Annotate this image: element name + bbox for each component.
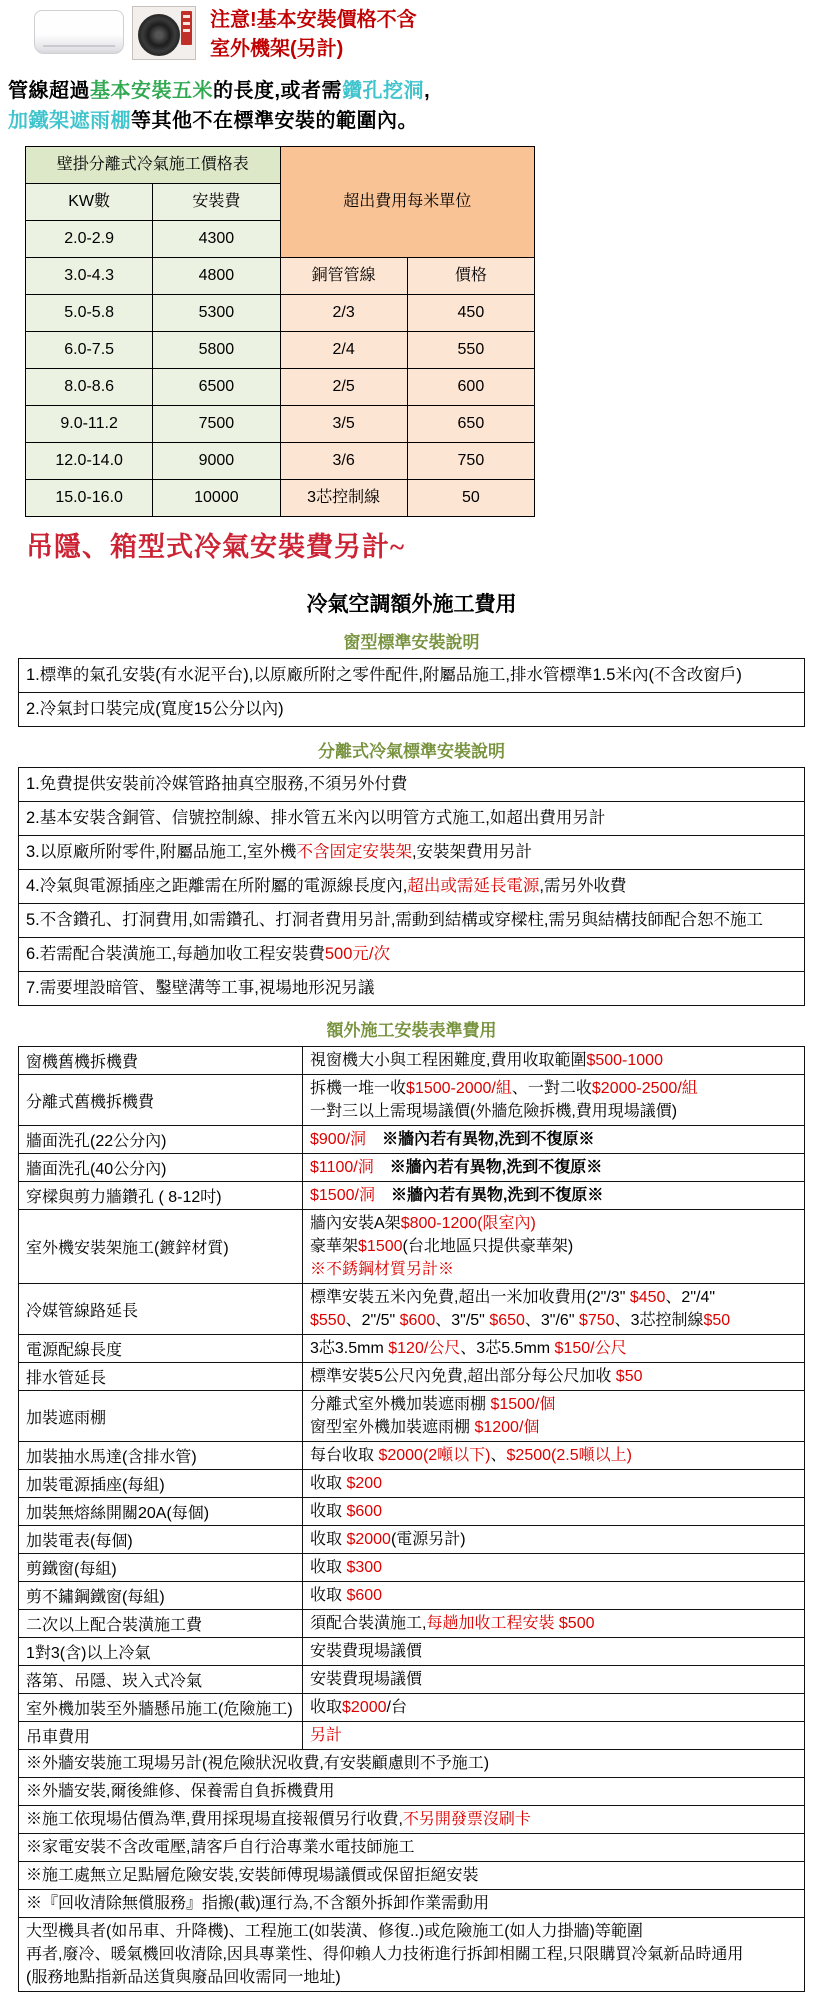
text-segment: $1100/洞 xyxy=(310,1159,374,1176)
text-segment: $2000 xyxy=(342,1699,387,1716)
text-segment: 加鐵架遮雨棚 xyxy=(8,110,131,132)
price-table-title: 壁掛分離式冷氣施工價格表 xyxy=(26,147,281,184)
text-segment: $2000(2噸以下) xyxy=(378,1447,491,1464)
table-row xyxy=(19,1918,805,1992)
table-row xyxy=(19,1750,805,1778)
text-segment: 的長度,或者需 xyxy=(213,80,343,102)
text-segment: 6.若需配合裝潢施工,每趟加收工程安裝費 xyxy=(26,945,325,963)
fee-line xyxy=(310,1528,797,1551)
text-segment: 等其他不在標準安裝的範圍內。 xyxy=(131,110,418,132)
text-segment: $450 xyxy=(629,1289,666,1306)
text-segment: $2000-2500/組 xyxy=(591,1080,698,1097)
text-segment: 2.冷氣封口裝完成(寬度15公分以內) xyxy=(26,700,284,718)
price-cell: 650 xyxy=(407,406,534,443)
indoor-ac-unit-image xyxy=(34,10,124,54)
table-row xyxy=(19,1182,805,1210)
fee-label-cell: 排水管延長 xyxy=(19,1363,303,1391)
table-row xyxy=(19,1363,805,1391)
fee-label-cell: 加裝無熔絲開關20A(每個) xyxy=(19,1498,303,1526)
fee-content-cell xyxy=(303,1442,805,1470)
text-segment: ,需另外收費 xyxy=(539,877,627,895)
intro-paragraph xyxy=(8,76,823,136)
text-segment: $50 xyxy=(615,1368,643,1385)
kw-cell: 15.0-16.0 xyxy=(26,480,153,517)
fee-label-cell: 吊車費用 xyxy=(19,1722,303,1750)
intro-line-2 xyxy=(8,106,823,136)
fee-line xyxy=(310,1156,797,1179)
kw-cell: 8.0-8.6 xyxy=(26,369,153,406)
column-header: 安裝費 xyxy=(153,184,280,221)
column-header: KW數 xyxy=(26,184,153,221)
text-segment: $750 xyxy=(578,1312,615,1329)
table-row xyxy=(19,1391,805,1442)
text-segment: ※牆內若有異物,洗到不復原※ xyxy=(382,1131,595,1148)
text-segment: 須配合裝潢施工, xyxy=(310,1615,427,1632)
intro-line-1 xyxy=(8,76,823,106)
text-segment: 超出或需延長電源 xyxy=(407,877,540,895)
fee-label-cell: 冷媒管線路延長 xyxy=(19,1284,303,1335)
fee-content-cell xyxy=(303,1526,805,1554)
table-row xyxy=(26,406,535,443)
note-line xyxy=(26,1864,797,1887)
table-row xyxy=(26,295,535,332)
table-row xyxy=(26,332,535,369)
fee-content-cell xyxy=(303,1335,805,1363)
rule-cell xyxy=(19,659,805,693)
ceiling-box-type-note: 吊隱、箱型式冷氣安裝費另計~ xyxy=(26,532,406,562)
text-segment: 、3"/5" xyxy=(435,1312,490,1329)
fee-label-cell: 加裝抽水馬達(含排水管) xyxy=(19,1442,303,1470)
pipe-cell: 2/3 xyxy=(280,295,407,332)
note-cell xyxy=(19,1778,805,1806)
text-segment: $800-1200(限室內) xyxy=(400,1215,536,1232)
fee-label-cell: 二次以上配合裝潢施工費 xyxy=(19,1610,303,1638)
pipe-cell: 3/5 xyxy=(280,406,407,443)
fee-line xyxy=(310,1696,797,1719)
text-segment: $150/公尺 xyxy=(554,1340,627,1357)
table-row xyxy=(19,1582,805,1610)
text-segment: 1.標準的氣孔安裝(有水泥平台),以原廠所附之零件配件,附屬品施工,排水管標準1.5米內(不含改窗戶) xyxy=(26,666,742,684)
table-row xyxy=(19,1554,805,1582)
fee-line xyxy=(310,1472,797,1495)
text-segment: ※牆內若有異物,洗到不復原※ xyxy=(390,1187,604,1204)
kw-cell: 5.0-5.8 xyxy=(26,295,153,332)
top-banner xyxy=(34,6,823,64)
price-cell: 750 xyxy=(407,443,534,480)
text-segment: $200 xyxy=(346,1475,383,1492)
table-row xyxy=(19,693,805,727)
text-segment: $1500/洞 xyxy=(310,1187,375,1204)
text-segment: 收取 xyxy=(310,1559,347,1576)
table-row xyxy=(19,1834,805,1862)
note-cell xyxy=(19,1750,805,1778)
rule-cell xyxy=(19,870,805,904)
text-segment: $900/洞 xyxy=(310,1131,367,1148)
footer-line xyxy=(26,1943,797,1966)
text-segment: 鑽孔挖洞 xyxy=(342,80,425,102)
text-segment: ※家電安裝不含改電壓,請客戶自行洽專業水電技師施工 xyxy=(26,1839,415,1856)
fee-content-cell xyxy=(303,1554,805,1582)
fee-label-cell: 穿樑與剪力牆鑽孔 ( 8-12吋) xyxy=(19,1182,303,1210)
fee-label-cell: 窗機舊機拆機費 xyxy=(19,1047,303,1075)
text-segment: 7.需要埋設暗管、鑿壁溝等工事,視場地形況另議 xyxy=(26,979,375,997)
text-segment xyxy=(366,1131,382,1148)
note-line xyxy=(26,1808,797,1831)
page-title: 冷氣空調額外施工費用 xyxy=(306,593,517,616)
table-row xyxy=(19,1890,805,1918)
fee-cell: 10000 xyxy=(153,480,280,517)
text-segment: $1500/個 xyxy=(490,1396,556,1413)
text-segment: 3.以原廠所附零件,附屬品施工,室外機 xyxy=(26,843,297,861)
text-segment: ,安裝架費用另計 xyxy=(411,843,533,861)
window-type-heading: 窗型標準安裝說明 xyxy=(343,633,480,652)
fee-content-cell xyxy=(303,1638,805,1666)
window-type-rules-table xyxy=(18,658,805,727)
fee-label-cell: 剪鐵窗(每組) xyxy=(19,1554,303,1582)
fee-line xyxy=(310,1393,797,1416)
fee-line xyxy=(310,1584,797,1607)
fee-cell: 5800 xyxy=(153,332,280,369)
price-cell: 價格 xyxy=(407,258,534,295)
fee-line xyxy=(310,1100,797,1123)
kw-cell: 12.0-14.0 xyxy=(26,443,153,480)
text-segment: 豪華架 xyxy=(310,1238,359,1255)
table-row xyxy=(19,659,805,693)
table-row xyxy=(19,870,805,904)
fan-icon xyxy=(138,14,180,56)
text-segment: 不另開發票沒刷卡 xyxy=(402,1811,531,1828)
text-segment: ※施工依現場估價為準,費用採現場直接報價另行收費, xyxy=(26,1811,403,1828)
text-segment: 、 xyxy=(490,1447,507,1464)
table-row xyxy=(19,1666,805,1694)
outdoor-unit-label-strip xyxy=(181,11,192,45)
text-segment: 、2"/4" xyxy=(665,1289,716,1306)
text-segment: 4.冷氣與電源插座之距離需在所附屬的電源線長度內, xyxy=(26,877,408,895)
table-row xyxy=(19,1284,805,1335)
fee-line xyxy=(310,1309,797,1332)
fee-line xyxy=(310,1049,797,1072)
text-segment: 每趟加收工程安裝 $500 xyxy=(426,1615,595,1632)
fee-line xyxy=(310,1556,797,1579)
text-segment: 收取 xyxy=(310,1587,347,1604)
text-segment: $650 xyxy=(489,1312,525,1329)
text-segment: 再者,廢冷、暖氣機回收清除,因具專業性、得仰賴人力技術進行拆卸相關工程,只限購買冷氣新品時通用 xyxy=(26,1946,744,1963)
fee-line xyxy=(310,1235,797,1258)
fee-label-cell: 加裝電源插座(每組) xyxy=(19,1470,303,1498)
fee-label-cell: 電源配線長度 xyxy=(19,1335,303,1363)
split-type-rules-table xyxy=(18,767,805,1006)
fee-label-cell: 牆面洗孔(40公分內) xyxy=(19,1154,303,1182)
fee-content-cell xyxy=(303,1126,805,1154)
fee-content-cell xyxy=(303,1722,805,1750)
fee-line xyxy=(310,1444,797,1467)
table-row xyxy=(19,972,805,1006)
text-segment: $600 xyxy=(346,1503,383,1520)
text-segment: (電源另計) xyxy=(390,1531,466,1548)
text-segment: $1200/個 xyxy=(474,1419,540,1436)
text-segment: 收取 xyxy=(310,1475,347,1492)
text-segment: $1500 xyxy=(358,1238,403,1255)
fee-content-cell xyxy=(303,1210,805,1284)
table-row xyxy=(19,1335,805,1363)
footer-line xyxy=(26,1920,797,1943)
text-segment: $300 xyxy=(346,1559,383,1576)
text-segment: 分離式室外機加裝遮雨棚 xyxy=(310,1396,491,1413)
table-row xyxy=(19,1862,805,1890)
text-segment: /台 xyxy=(386,1699,407,1716)
fee-line xyxy=(310,1668,797,1691)
text-segment: 窗型室外機加裝遮雨棚 xyxy=(310,1419,475,1436)
note-cell xyxy=(19,1890,805,1918)
text-segment: 視窗機大小與工程困難度,費用收取範圍 xyxy=(310,1052,587,1069)
table-row xyxy=(19,938,805,972)
rule-cell xyxy=(19,836,805,870)
table-row xyxy=(19,802,805,836)
rule-cell xyxy=(19,904,805,938)
kw-cell: 9.0-11.2 xyxy=(26,406,153,443)
fee-content-cell xyxy=(303,1284,805,1335)
text-segment: 大型機具者(如吊車、升降機)、工程施工(如裝潢、修復..)或危險施工(如人力掛牆)等範圍 xyxy=(26,1923,643,1940)
text-segment: ※『回收清除無償服務』指搬(載)運行為,不含額外拆卸作業需動用 xyxy=(26,1895,490,1912)
rule-cell xyxy=(19,693,805,727)
fee-cell: 4800 xyxy=(153,258,280,295)
table-row xyxy=(19,1722,805,1750)
rule-cell xyxy=(19,802,805,836)
text-segment: ※外牆安裝施工現場另計(視危險狀況收費,有安裝顧慮則不予施工) xyxy=(26,1755,490,1772)
notice-line-1: 注意!基本安裝價格不含 xyxy=(210,9,417,31)
text-segment: (服務地點指新品送貨與廢品回收需同一地址) xyxy=(26,1969,341,1986)
table-row xyxy=(19,1154,805,1182)
text-segment: ※施工處無立足點層危險安裝,安裝師傅現場議價或保留拒絕安裝 xyxy=(26,1867,479,1884)
note-line xyxy=(26,1892,797,1915)
split-type-heading: 分離式冷氣標準安裝說明 xyxy=(318,742,505,761)
table-row xyxy=(19,1075,805,1126)
fee-label-cell: 落第、吊隱、崁入式冷氣 xyxy=(19,1666,303,1694)
text-segment: 另計 xyxy=(310,1727,343,1744)
text-segment: ※外牆安裝,爾後維修、保養需自負拆機費用 xyxy=(26,1783,335,1800)
text-segment: ※牆內若有異物,洗到不復原※ xyxy=(389,1159,603,1176)
note-cell xyxy=(19,1834,805,1862)
table-row xyxy=(19,1638,805,1666)
text-segment xyxy=(374,1159,390,1176)
table-row xyxy=(19,1806,805,1834)
text-segment: $120/公尺 xyxy=(388,1340,461,1357)
pipe-cell: 3/6 xyxy=(280,443,407,480)
text-segment: 一對三以上需現場議價(外牆危險拆機,費用現場議價) xyxy=(310,1103,678,1120)
fee-line xyxy=(310,1212,797,1235)
text-segment: $2000 xyxy=(346,1531,391,1548)
text-segment: $2500(2.5噸以上) xyxy=(506,1447,632,1464)
pipe-cell: 3芯控制線 xyxy=(280,480,407,517)
fee-content-cell xyxy=(303,1694,805,1722)
text-segment: 500元/次 xyxy=(324,945,390,963)
text-segment: 標準安裝五米內免費,超出一米加收費用(2"/3" xyxy=(310,1289,630,1306)
fee-cell: 5300 xyxy=(153,295,280,332)
text-segment: 、3"/6" xyxy=(524,1312,579,1329)
fee-line xyxy=(310,1128,797,1151)
price-cell: 550 xyxy=(407,332,534,369)
fee-content-cell xyxy=(303,1391,805,1442)
note-line xyxy=(26,1836,797,1859)
note-cell xyxy=(19,1862,805,1890)
text-segment: 每台收取 xyxy=(310,1447,379,1464)
table-row xyxy=(19,1047,805,1075)
note-cell xyxy=(19,1806,805,1834)
fee-cell: 7500 xyxy=(153,406,280,443)
fee-line xyxy=(310,1612,797,1635)
text-segment: 收取 xyxy=(310,1531,347,1548)
text-segment: (台北地區只提供豪華架) xyxy=(402,1238,574,1255)
fee-label-cell: 加裝遮雨棚 xyxy=(19,1391,303,1442)
fee-content-cell xyxy=(303,1666,805,1694)
fee-line xyxy=(310,1337,797,1360)
table-row xyxy=(26,480,535,517)
pipe-cell: 2/5 xyxy=(280,369,407,406)
text-segment: 、一對二收 xyxy=(511,1080,592,1097)
extra-fees-heading: 額外施工安裝表準費用 xyxy=(326,1021,497,1040)
fee-line xyxy=(310,1365,797,1388)
fee-content-cell xyxy=(303,1363,805,1391)
notice-line-2: 室外機架(另計) xyxy=(210,38,344,60)
kw-cell: 2.0-2.9 xyxy=(26,221,153,258)
excess-fee-header: 超出費用每米單位 xyxy=(280,147,535,258)
pipe-cell: 銅管管線 xyxy=(280,258,407,295)
text-segment: $600 xyxy=(346,1587,383,1604)
outdoor-ac-unit-image xyxy=(132,6,196,60)
install-fee-flyer xyxy=(0,6,823,1986)
table-row xyxy=(19,1210,805,1284)
rule-cell xyxy=(19,938,805,972)
fee-line xyxy=(310,1077,797,1100)
table-row xyxy=(26,443,535,480)
pipe-cell: 2/4 xyxy=(280,332,407,369)
text-segment: 基本安裝五米 xyxy=(90,80,213,102)
table-row xyxy=(19,1442,805,1470)
fee-line xyxy=(310,1286,797,1309)
table-row xyxy=(26,258,535,295)
text-segment: 標準安裝5公尺內免費,超出部分每公尺加收 xyxy=(310,1368,616,1385)
text-segment: 牆內安裝A架 xyxy=(310,1215,401,1232)
fee-label-cell: 分離式舊機拆機費 xyxy=(19,1075,303,1126)
price-cell: 600 xyxy=(407,369,534,406)
table-row xyxy=(26,369,535,406)
fee-content-cell xyxy=(303,1047,805,1075)
text-segment: ※不銹鋼材質另計※ xyxy=(310,1261,455,1278)
table-row xyxy=(19,836,805,870)
price-cell: 50 xyxy=(407,480,534,517)
fee-content-cell xyxy=(303,1182,805,1210)
fee-content-cell xyxy=(303,1610,805,1638)
text-segment: 收取 xyxy=(310,1699,343,1716)
footer-cell xyxy=(19,1918,805,1992)
table-row xyxy=(19,1526,805,1554)
table-row xyxy=(26,147,535,184)
text-segment: 1.免費提供安裝前冷媒管路抽真空服務,不須另外付費 xyxy=(26,775,408,793)
table-row xyxy=(19,1778,805,1806)
text-segment: 不含固定安裝架 xyxy=(296,843,412,861)
text-segment: $550 xyxy=(310,1312,346,1329)
fee-content-cell xyxy=(303,1470,805,1498)
extra-fees-table xyxy=(18,1046,805,1992)
fee-label-cell: 加裝電表(每個) xyxy=(19,1526,303,1554)
fee-line xyxy=(310,1184,797,1207)
text-segment: 管線超過 xyxy=(8,80,90,102)
fee-content-cell xyxy=(303,1075,805,1126)
kw-cell: 3.0-4.3 xyxy=(26,258,153,295)
text-segment: $500-1000 xyxy=(586,1052,663,1069)
price-cell: 450 xyxy=(407,295,534,332)
fee-label-cell: 1對3(含)以上冷氣 xyxy=(19,1638,303,1666)
rule-cell xyxy=(19,768,805,802)
table-row xyxy=(19,1470,805,1498)
fee-label-cell: 室外機安裝架施工(鍍鋅材質) xyxy=(19,1210,303,1284)
text-segment xyxy=(375,1187,391,1204)
text-segment: 拆機一堆一收 xyxy=(310,1080,407,1097)
wall-split-price-table xyxy=(25,146,535,517)
fee-line xyxy=(310,1416,797,1439)
fee-cell: 9000 xyxy=(153,443,280,480)
kw-cell: 6.0-7.5 xyxy=(26,332,153,369)
text-segment: 2.基本安裝含銅管、信號控制線、排水管五米內以明管方式施工,如超出費用另計 xyxy=(26,809,606,827)
note-line xyxy=(26,1752,797,1775)
table-row xyxy=(19,1126,805,1154)
table-row xyxy=(19,1498,805,1526)
fee-cell: 4300 xyxy=(153,221,280,258)
text-segment: 、3芯控制線 xyxy=(614,1312,704,1329)
text-segment: 3芯3.5mm xyxy=(310,1340,389,1357)
text-segment: $50 xyxy=(703,1312,731,1329)
note-line xyxy=(26,1780,797,1803)
text-segment: $600 xyxy=(399,1312,436,1329)
text-segment: 安裝費現場議價 xyxy=(310,1671,423,1688)
footer-line xyxy=(26,1966,797,1989)
fee-content-cell xyxy=(303,1154,805,1182)
fee-line xyxy=(310,1640,797,1663)
table-row xyxy=(19,1694,805,1722)
fee-label-cell: 室外機加裝至外牆懸吊施工(危險施工) xyxy=(19,1694,303,1722)
fee-content-cell xyxy=(303,1498,805,1526)
fee-line xyxy=(310,1258,797,1281)
text-segment: $1500-2000/組 xyxy=(406,1080,512,1097)
install-notice xyxy=(210,6,417,64)
fee-content-cell xyxy=(303,1582,805,1610)
text-segment: 安裝費現場議價 xyxy=(310,1643,423,1660)
text-segment: 收取 xyxy=(310,1503,347,1520)
text-segment: 、2"/5" xyxy=(345,1312,400,1329)
table-row xyxy=(19,1610,805,1638)
fee-label-cell: 剪不鏽鋼鐵窗(每組) xyxy=(19,1582,303,1610)
fee-cell: 6500 xyxy=(153,369,280,406)
text-segment: , xyxy=(424,80,431,102)
fee-label-cell: 牆面洗孔(22公分內) xyxy=(19,1126,303,1154)
table-row xyxy=(19,768,805,802)
table-row xyxy=(19,904,805,938)
rule-cell xyxy=(19,972,805,1006)
fee-line xyxy=(310,1724,797,1747)
text-segment: 5.不含鑽孔、打洞費用,如需鑽孔、打洞者費用另計,需動到結構或穿樑柱,需另與結構技師配合恕不施工 xyxy=(26,911,764,929)
text-segment: 、3芯5.5mm xyxy=(460,1340,555,1357)
fee-line xyxy=(310,1500,797,1523)
